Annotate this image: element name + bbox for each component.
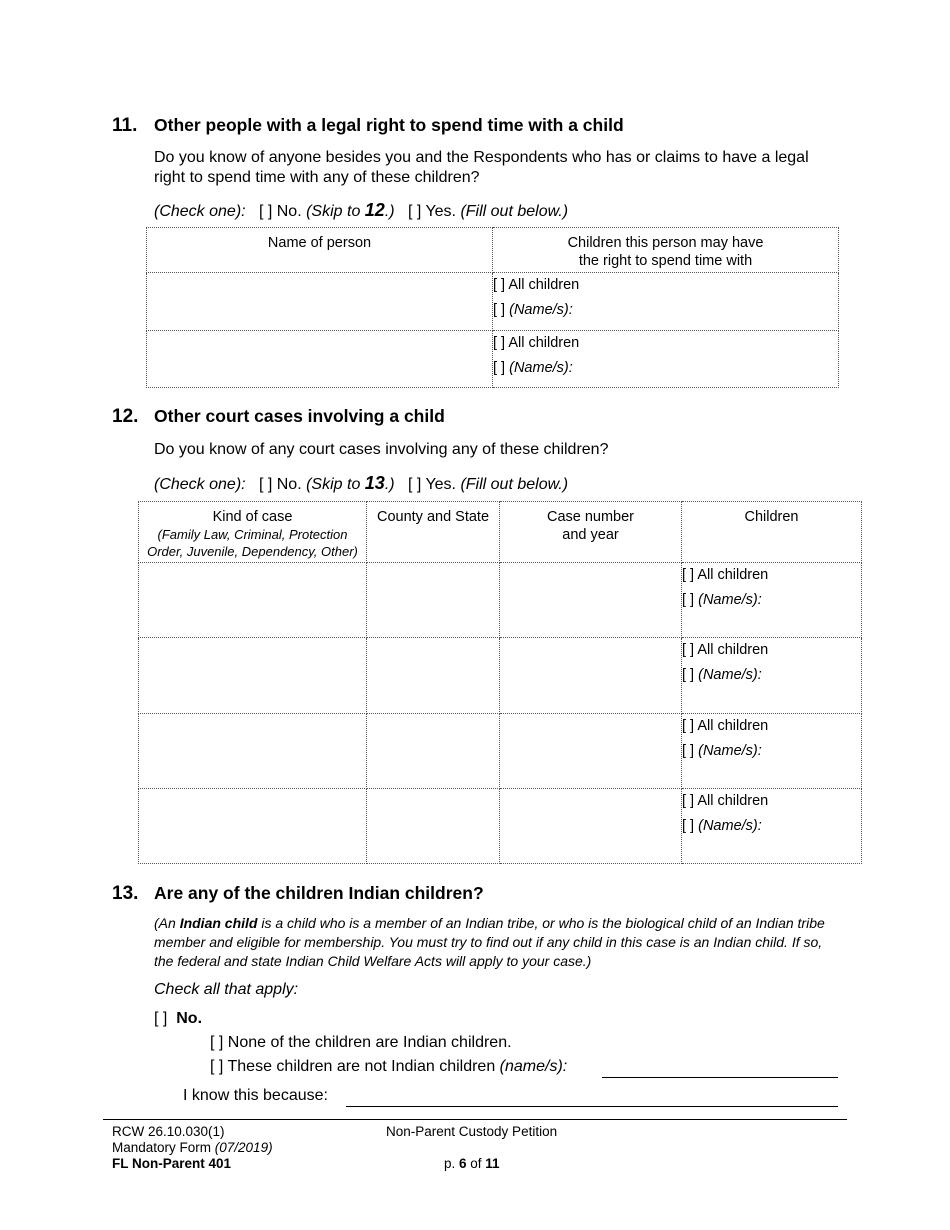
names-checkbox[interactable]: [ ] (Name/s): <box>682 667 762 683</box>
table-row <box>139 638 862 714</box>
page-number: p. 6 of 11 <box>444 1156 500 1171</box>
section-number: 13. <box>112 883 139 904</box>
case-number-cell[interactable] <box>500 714 682 789</box>
children-cell <box>493 331 839 388</box>
kind-of-case-cell[interactable] <box>139 638 367 714</box>
kind-of-case-cell[interactable] <box>139 789 367 864</box>
names-line[interactable] <box>602 1062 838 1078</box>
section-11-heading <box>112 115 624 137</box>
checkbox-yes[interactable]: [ ] <box>407 476 422 493</box>
header-case-number: Case number and year <box>500 502 682 563</box>
all-children-checkbox[interactable]: [ ] All children <box>493 335 580 351</box>
checkbox-no[interactable]: [ ] <box>154 1010 168 1027</box>
names-checkbox[interactable]: [ ] (Name/s): <box>682 818 762 834</box>
header-children: Children this person may have the right to spend time with <box>493 228 839 273</box>
children-cell <box>682 789 862 864</box>
section-11-check-one: (Check one): [ ] No. (Skip to 12.) [ ] Yes. (Fill out below.) <box>154 200 569 220</box>
indian-child-definition: (An Indian child is a child who is a member of an Indian tribe, or who is the biological child of an Indian tribe member and eligible for membership. You must try to find out if any child in this case is an Indian child. If so, the federal and state Indian Child Welfare Acts will apply to your case.) <box>154 915 825 969</box>
all-children-checkbox[interactable]: [ ] All children <box>493 277 580 293</box>
county-state-cell[interactable] <box>367 638 500 714</box>
section-12-heading <box>112 406 445 428</box>
names-checkbox[interactable]: [ ] (Name/s): <box>682 743 762 759</box>
not-indian-option: [ ] These children are not Indian children (name/s): <box>210 1058 568 1075</box>
checkbox-no[interactable]: [ ] <box>258 203 273 220</box>
header-kind-of-case: Kind of case (Family Law, Criminal, Protection Order, Juvenile, Dependency, Other) <box>139 502 367 563</box>
section-13-heading <box>112 883 484 905</box>
case-number-cell[interactable] <box>500 638 682 714</box>
table-row <box>139 789 862 864</box>
kind-of-case-cell[interactable] <box>139 714 367 789</box>
section-number: 11. <box>112 115 138 136</box>
mandatory-form: Mandatory Form (07/2019) <box>112 1140 273 1155</box>
footer-divider <box>103 1119 847 1120</box>
checkbox-no[interactable]: [ ] <box>258 476 273 493</box>
county-state-cell[interactable] <box>367 714 500 789</box>
none-indian-option: [ ] None of the children are Indian children. <box>210 1034 512 1051</box>
checkbox-yes[interactable]: [ ] <box>407 203 422 220</box>
names-checkbox[interactable]: [ ] (Name/s): <box>493 360 573 376</box>
rcw-citation: RCW 26.10.030(1) <box>112 1124 225 1139</box>
name-cell[interactable] <box>147 273 493 331</box>
footer-left <box>112 1124 273 1172</box>
table-row <box>147 331 839 388</box>
section-11-table <box>146 227 839 388</box>
children-cell <box>493 273 839 331</box>
all-children-checkbox[interactable]: [ ] All children <box>682 793 769 809</box>
children-cell <box>682 714 862 789</box>
case-number-cell[interactable] <box>500 563 682 638</box>
name-cell[interactable] <box>147 331 493 388</box>
section-title: Other court cases involving a child <box>154 406 445 426</box>
check-all-instruction: Check all that apply: <box>154 981 299 998</box>
table-row <box>147 273 839 331</box>
know-because-label: I know this because: <box>183 1087 328 1104</box>
form-id: FL Non-Parent 401 <box>112 1156 232 1171</box>
section-title: Are any of the children Indian children? <box>154 883 484 903</box>
header-county-and-state: County and State <box>367 502 500 563</box>
section-12-check-one: (Check one): [ ] No. (Skip to 13.) [ ] Yes. (Fill out below.) <box>154 473 569 493</box>
footer-title: Non-Parent Custody Petition <box>386 1124 558 1139</box>
children-cell <box>682 638 862 714</box>
checkbox-not-indian[interactable]: [ ] <box>210 1058 224 1075</box>
names-checkbox[interactable]: [ ] (Name/s): <box>682 592 762 608</box>
section-12-question: Do you know of any court cases involving any of these children? <box>154 441 609 458</box>
children-cell <box>682 563 862 638</box>
table-row <box>139 563 862 638</box>
county-state-cell[interactable] <box>367 563 500 638</box>
kind-of-case-cell[interactable] <box>139 563 367 638</box>
no-option: [ ] No. <box>154 1010 203 1027</box>
table-header-row <box>139 502 862 563</box>
section-number: 12. <box>112 406 139 427</box>
checkbox-none[interactable]: [ ] <box>210 1034 224 1051</box>
all-children-checkbox[interactable]: [ ] All children <box>682 642 769 658</box>
table-row <box>139 714 862 789</box>
header-name-of-person: Name of person <box>147 228 493 273</box>
names-checkbox[interactable]: [ ] (Name/s): <box>493 302 573 318</box>
all-children-checkbox[interactable]: [ ] All children <box>682 718 769 734</box>
county-state-cell[interactable] <box>367 789 500 864</box>
section-12-table <box>138 501 862 864</box>
case-number-cell[interactable] <box>500 789 682 864</box>
section-11-question: Do you know of anyone besides you and the Respondents who has or claims to have a legal right to spend time with any of these children? <box>154 149 809 186</box>
section-title: Other people with a legal right to spend time with a child <box>154 115 624 135</box>
table-header-row <box>147 228 839 273</box>
all-children-checkbox[interactable]: [ ] All children <box>682 567 769 583</box>
know-because-line[interactable] <box>346 1091 838 1107</box>
header-children: Children <box>682 502 862 563</box>
